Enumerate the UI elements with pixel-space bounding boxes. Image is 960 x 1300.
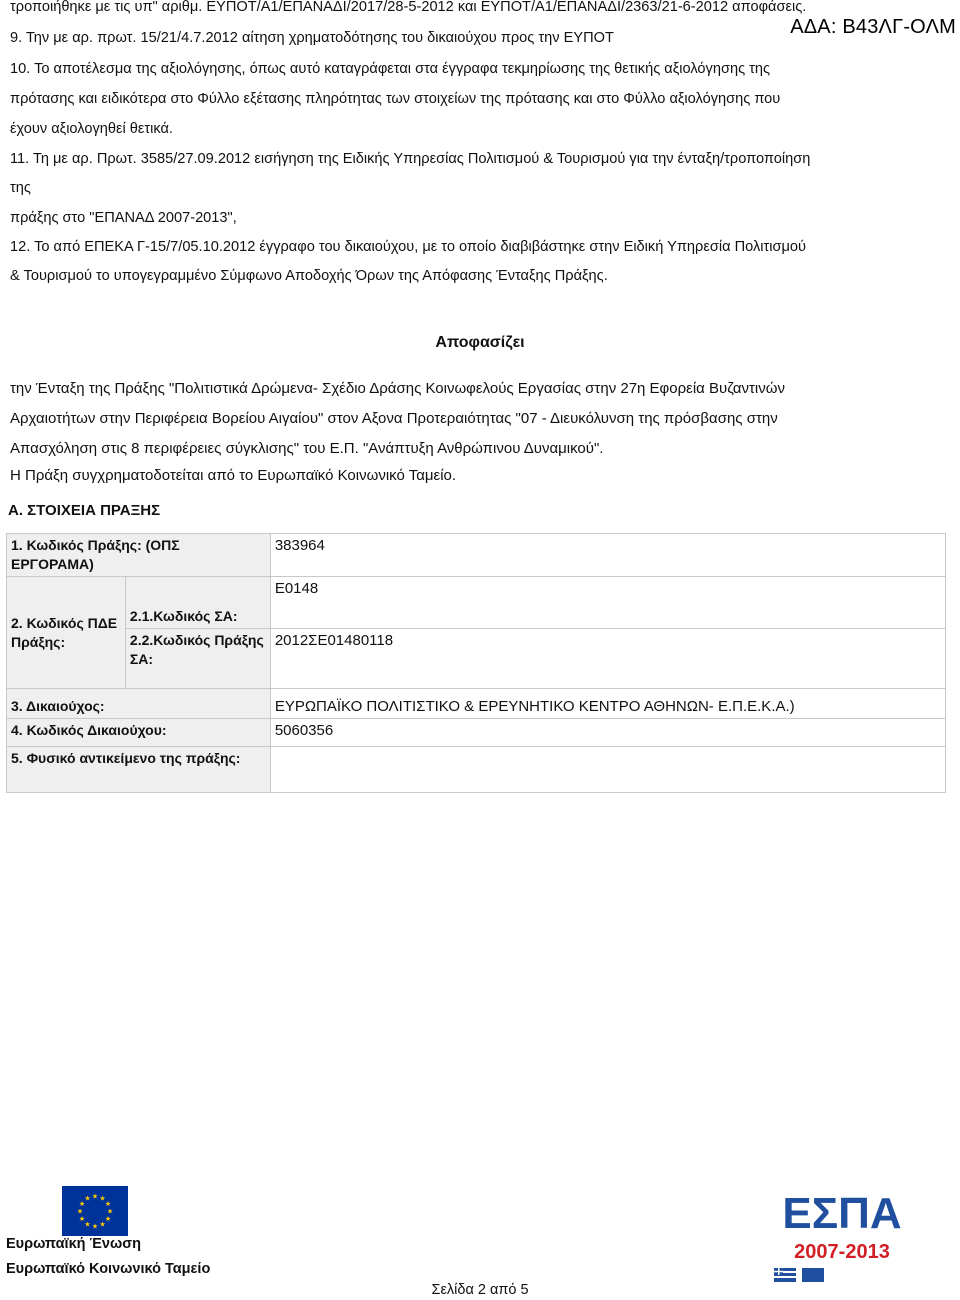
- pde-label: 2. Κωδικός ΠΔΕ Πράξης:: [7, 577, 126, 689]
- beneficiary-code-label: 4. Κωδικός Δικαιούχου:: [7, 719, 271, 747]
- preamble-item-12-end: & Τουρισμού το υπογεγραμμένο Σύμφωνο Αποδοχής Όρων της Απόφασης Ένταξης Πράξης.: [10, 268, 608, 284]
- ada-code: ΑΔΑ: Β43ΛΓ-ΟΛΜ: [790, 16, 956, 38]
- eu-star-icon: ★: [78, 1216, 86, 1223]
- espa-logo-icon: [772, 1188, 912, 1284]
- eu-star-icon: ★: [99, 1221, 106, 1229]
- preamble-item-11-cont: της: [10, 180, 31, 196]
- eu-star-icon: ★: [84, 1221, 91, 1229]
- physical-object-value: [270, 747, 945, 793]
- preamble-item-11: 11. Τη με αρ. Πρωτ. 3585/27.09.2012 εισήγηση της Ειδικής Υπηρεσίας Πολιτισμού & Τουρισμού για την ένταξη/τροποποίηση: [10, 151, 811, 167]
- code-label: 1. Κωδικός Πράξης: (ΟΠΣ ΕΡΓΟΡΑΜΑ): [7, 534, 271, 577]
- eu-union-label: Ευρωπαϊκή Ένωση: [6, 1236, 141, 1252]
- eu-star-icon: ★: [91, 1193, 99, 1201]
- table-row: [7, 534, 946, 577]
- beneficiary-code-value: 5060356: [270, 719, 945, 747]
- preamble-item-11-end: πράξης στο "ΕΠΑΝΑΔ 2007-2013",: [10, 210, 237, 226]
- eu-fund-label: Ευρωπαϊκό Κοινωνικό Ταμείο: [6, 1261, 211, 1277]
- page-number: Σελίδα 2 από 5: [431, 1282, 529, 1298]
- decision-line: την Ένταξη της Πράξης "Πολιτιστικά Δρώμενα- Σχέδιο Δράσης Κοινωφελούς Εργασίας στην 27η Εφορεία Βυζαντινών: [10, 380, 785, 397]
- eu-star-icon: ★: [104, 1201, 112, 1208]
- sa-project-value: 2012ΣΕ01480118: [270, 629, 945, 689]
- sa-project-label: 2.2.Κωδικός Πράξης ΣΑ:: [125, 629, 270, 689]
- physical-object-label: 5. Φυσικό αντικείμενο της πράξης:: [7, 747, 271, 793]
- cofinancing-line: Η Πράξη συγχρηματοδοτείται από το Ευρωπαϊκό Κοινωνικό Ταμείο.: [10, 467, 457, 484]
- sa-code-label: 2.1.Κωδικός ΣΑ:: [125, 577, 270, 629]
- table-row: [7, 689, 946, 719]
- beneficiary-label: 3. Δικαιούχος:: [7, 689, 271, 719]
- preamble-item-12: 12. Το από ΕΠΕΚΑ Γ-15/7/05.10.2012 έγγραφο του δικαιούχου, με το οποίο διαβιβάστηκε στην Ειδική Υπηρεσία Πολιτισμού: [10, 239, 807, 255]
- beneficiary-value: ΕΥΡΩΠΑΪΚΟ ΠΟΛΙΤΙΣΤΙΚΟ & ΕΡΕΥΝΗΤΙΚΟ ΚΕΝΤΡΟ ΑΘΗΝΩΝ- Ε.Π.Ε.Κ.Α.): [270, 689, 945, 719]
- eu-star-icon: ★: [106, 1208, 114, 1216]
- svg-text:2007-2013: 2007-2013: [794, 1241, 890, 1263]
- preamble-line-continued: τροποιήθηκε με τις υπ" αριθμ. ΕΥΠΟΤ/Α1/ΕΠΑΝΑΔΙ/2017/28-5-2012 και ΕΥΠΟΤ/Α1/ΕΠΑΝΑΔΙ/2363/21-6-2012 αποφάσεις.: [10, 0, 807, 15]
- decision-line: Απασχόληση στις 8 περιφέρειες σύγκλισης" του Ε.Π. "Ανάπτυξη Ανθρώπινου Δυναμικού".: [10, 440, 604, 457]
- preamble-item-10-end: έχουν αξιολογηθεί θετικά.: [10, 121, 174, 137]
- preamble-item-9: 9. Την με αρ. πρωτ. 15/21/4.7.2012 αίτηση χρηματοδότησης του δικαιούχου προς την ΕΥΠΟΤ: [10, 30, 614, 46]
- preamble-item-10: 10. Το αποτέλεσμα της αξιολόγησης, όπως αυτό καταγράφεται στα έγγραφα τεκμηρίωσης της θετικής αξιολόγησης της: [10, 61, 771, 77]
- eu-star-icon: ★: [78, 1201, 86, 1208]
- table-row: [7, 577, 946, 629]
- table-row: [7, 629, 946, 689]
- decision-line: Αρχαιοτήτων στην Περιφέρεια Βορείου Αιγαίου" στον Αξονα Προτεραιότητας "07 - Διευκόλυνση της πρόσβασης στην: [10, 410, 778, 427]
- eu-star-icon: ★: [104, 1216, 112, 1223]
- preamble-item-10-cont: πρότασης και ειδικότερα στο Φύλλο εξέτασης πληρότητας των στοιχείων της πρότασης και στο Φύλλο αξιολόγησης που: [10, 91, 781, 107]
- decision-heading: Αποφασίζει: [435, 334, 525, 351]
- section-a-title: Α. ΣΤΟΙΧΕΙΑ ΠΡΑΞΗΣ: [8, 502, 161, 519]
- eu-flag-icon: [62, 1186, 128, 1236]
- eu-star-icon: ★: [91, 1223, 99, 1231]
- code-value: 383964: [270, 534, 945, 577]
- svg-text:ΕΣΠΑ: ΕΣΠΑ: [782, 1189, 902, 1238]
- eu-star-icon: ★: [76, 1208, 84, 1216]
- eu-star-icon: ★: [99, 1195, 106, 1203]
- table-row: [7, 747, 946, 793]
- project-details-table: [6, 533, 946, 793]
- sa-code-value: Ε0148: [270, 577, 945, 629]
- table-row: [7, 719, 946, 747]
- eu-star-icon: ★: [84, 1195, 91, 1203]
